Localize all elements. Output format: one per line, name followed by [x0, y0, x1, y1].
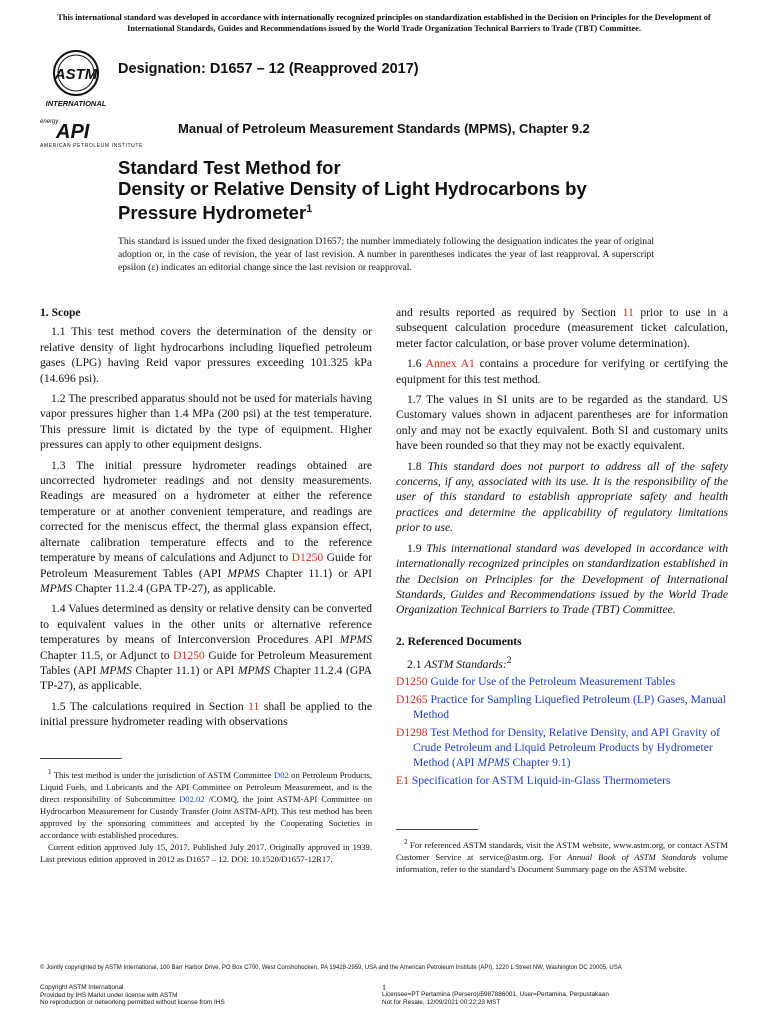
astm-standards-subheading [396, 653, 728, 672]
license-right [382, 991, 609, 1006]
footnote-2-italic: Annual Book of ASTM Standards [567, 851, 697, 862]
footnote-rule [396, 829, 478, 830]
para-1-7: 1.7 The values in SI units are to be regarded as the standard. US Customary values shown in adjacent parentheses are for information only and may not be exactly equivalent. Both SI and customary units have been rounded so that they may not be exactly equivalent. [396, 393, 728, 453]
reference-title[interactable] [413, 726, 720, 770]
para-1-8-number: 1.8 [407, 459, 428, 473]
para-1-4-text-d: Chapter 11.1) or API [131, 663, 238, 677]
reference-title[interactable]: Practice for Sampling Liquefied Petroleum (LP) Gases, Manual Method [413, 692, 727, 722]
para-1-5-text-a: 1.5 The calculations required in Section [51, 699, 249, 713]
para-1-3-text-d: Chapter 11.2.4 (GPA TP-27), as applicable. [72, 581, 276, 595]
mpms-italic: MPMS [237, 663, 271, 677]
astm-logo-text: ASTM [54, 66, 98, 83]
license-left-line: No reproduction or networking permitted without license from IHS [40, 999, 225, 1007]
copyright-notice: © Jointly copyrighted by ASTM International, 100 Barr Harbor Drive, PO Box C700, West Conshohocken, PA 19428-2959, USA and the American Petroleum Institute (API), 1220 L Street NW, Washington DC 20005, USA [40, 965, 622, 971]
reference-title-tail: Chapter 9.1) [509, 756, 571, 770]
mpms-italic: MPMS [227, 566, 260, 580]
mpms-chapter: Manual of Petroleum Measurement Standards (MPMS), Chapter 9.2 [178, 121, 590, 136]
para-1-3-text-c: Chapter 11.1) or API [259, 566, 372, 580]
scope-heading: 1. Scope [40, 306, 81, 319]
reference-item [396, 773, 728, 788]
footnote-2-mark-ref: 2 [506, 655, 512, 667]
link-d1250[interactable]: D1250 [396, 675, 428, 689]
mpms-italic: MPMS [40, 581, 73, 595]
issued-note: This standard is issued under the fixed designation D1657; the number immediately following the designation indicates the year of original adoption or, in the case of revision, the year of last revision. A number in parentheses indicates the year of last reapproval. A superscript epsilon (ε) indicates an editorial change since the last revision or reapproval. [118, 236, 654, 273]
subheading-label: ASTM Standards: [424, 657, 507, 671]
api-logo [40, 116, 148, 150]
para-1-4-text-c: Guide for Petroleum Measurement Tables (API [40, 648, 372, 677]
para-1-6-text-a: 1.6 [407, 357, 426, 371]
title-line-1: Standard Test Method for [118, 157, 341, 178]
footnote-1-text-b: on Petroleum Products, Liquid Fuels, and Lubricants and the API Committee on Petroleum Measurement, and is the direct responsibility of Subcommittee [40, 769, 372, 804]
footnote-2 [396, 836, 728, 875]
link-e1[interactable]: E1 [396, 773, 409, 787]
title-line-3 [118, 199, 678, 223]
footnote-1-text [40, 766, 372, 841]
astm-logo-intl: INTERNATIONAL [45, 99, 107, 108]
para-1-4 [40, 601, 372, 693]
para-1-8 [396, 459, 728, 536]
link-section-11[interactable]: 11 [622, 306, 634, 319]
document-title [118, 157, 678, 223]
link-annex-a1[interactable]: Annex A1 [425, 357, 475, 371]
license-left-line: Copyright ASTM International [40, 984, 124, 991]
link-d02[interactable]: D02 [273, 769, 289, 780]
reference-item [396, 674, 728, 689]
api-logo-text: API [56, 121, 90, 143]
mpms-italic: MPMS [99, 663, 132, 677]
para-1-9-number: 1.9 [407, 541, 427, 555]
mpms-italic: MPMS [477, 756, 510, 770]
mpms-italic: MPMS [339, 633, 372, 647]
title-footnote-mark: 1 [306, 203, 313, 215]
para-1-4-text-e: Chapter 11.2.4 (GPA TP-27), as applicable. [40, 663, 372, 693]
api-logo-subtitle: AMERICAN PETROLEUM INSTITUTE [40, 143, 143, 149]
footnote-1-mark: 1 [48, 768, 52, 776]
tbt-notice: This international standard was developed in accordance with internationally recognized principles on standardization established in the Decision on Principles for the Development of International Standards, Guides and Recommendations issued by the World Trade Organization Technical Barriers to Trade (TBT) Committee. [57, 13, 711, 33]
license-right-line: Licensee=PT Pertamina (Persero)/5987886001, User=Pertamina, Perpustakaan [382, 991, 609, 998]
license-left-line: Provided by IHS Markit under license with ASTM [40, 991, 178, 999]
designation: Designation: D1657 – 12 (Reapproved 2017) [118, 61, 419, 77]
para-1-2: 1.2 The prescribed apparatus should not be used for materials having vapor pressures higher than 1.4 MPa (200 psi) at the test temperature. This pressure limit is dictated by the type of equipment. Higher pressures can apply to other equipment designs. [40, 392, 372, 452]
license-right-line: Not for Resale, 12/09/2021 00:22:23 MST [382, 998, 501, 1006]
referenced-documents-heading: 2. Referenced Documents [396, 634, 522, 648]
footnote-1 [40, 766, 372, 865]
para-1-5-text-c: and results reported as required by Section [396, 306, 623, 319]
para-1-4-text-b: Chapter 11.5, or Adjunct to [40, 648, 174, 662]
footnote-2-text-a: For referenced ASTM standards, visit the ASTM website, www.astm.org, or contact ASTM Customer Service at service@astm.org. For [396, 839, 728, 862]
link-d1298[interactable]: D1298 [396, 725, 428, 739]
para-1-3 [40, 458, 372, 597]
left-column [40, 305, 372, 735]
para-1-6-text-b: contains a procedure for verifying or certifying the equipment for this test method. [396, 357, 728, 386]
para-1-9 [396, 541, 728, 618]
link-section-11[interactable]: 11 [248, 699, 260, 713]
subheading-number: 2.1 [407, 657, 425, 671]
para-1-4-text-a: 1.4 Values determined as density or relative density can be converted to equivalent values in the other units or alternative reference temperatures by means of Interconversion Procedures API [40, 602, 372, 647]
para-1-9-text: This international standard was developed in accordance with internationally recognized principles on standardization established in the Decision on Principles for the Development of International Standards, Guides and Recommendations issued by the World Trade Organization Technical Barriers to Trade (TBT) Committee. [396, 541, 728, 617]
para-1-5-text-d: prior to use in a subsequent calculation procedure (measurement ticket calculation, meter factor calculation, or base prover volume determination). [396, 306, 729, 350]
footnote-1-text-c: /COMQ, the joint ASTM-API Committee on Hydrocarbon Measurement for Custody Transfer (Joint ASTM-API). This test method has been approved by the sponsoring committees and accepted by the Cooperating Societies in accordance with established procedures. [40, 793, 372, 840]
api-logo-energy: energy [40, 119, 59, 125]
footnote-2-mark: 2 [404, 838, 408, 846]
footnote-2-text [396, 836, 728, 875]
para-1-5-continued [396, 305, 728, 351]
reference-title-text: Test Method for Density, Relative Density, and API Gravity of Crude Petroleum and Liquid Petroleum Products by Hydrometer Method (API [413, 725, 720, 770]
footnote-rule [40, 758, 122, 759]
para-1-5 [40, 699, 372, 730]
link-d1250[interactable]: D1250 [291, 551, 324, 565]
para-1-3-text-a: 1.3 The initial pressure hydrometer readings obtained are uncorrected hydrometer readings and not density measurements. Readings are measured on a hydrometer at either the reference temperature or at another convenient temperature, and readings are corrected for the meniscus effect, the thermal glass expansion effect, alternate calibration temperature effects and to the reference temperature by means of calculations and Adjunct to [40, 458, 372, 565]
right-column [396, 305, 728, 790]
footnote-1-text-a: This test method is under the jurisdiction of ASTM Committee [51, 769, 274, 780]
title-line-3-text: Pressure Hydrometer [118, 202, 307, 224]
title-line-2: Density or Relative Density of Light Hydrocarbons by [118, 178, 587, 199]
link-d02-02[interactable]: D02.02 [179, 793, 205, 804]
reference-item [396, 725, 728, 771]
para-1-3-text-b: Guide for Petroleum Measurement Tables (API [40, 551, 372, 580]
para-1-1: 1.1 This test method covers the determination of the density or relative density of light hydrocarbons including liquefied petroleum gases (LPG) having Reid vapor pressures exceeding 101.325 kPa (14.696 psi). [40, 325, 372, 385]
reference-title[interactable]: Specification for ASTM Liquid-in-Glass Thermometers [408, 773, 671, 787]
link-d1250[interactable]: D1250 [173, 648, 205, 662]
reference-title[interactable]: Guide for Use of the Petroleum Measurement Tables [427, 675, 676, 689]
para-1-5-text-b: shall be applied to the initial pressure hydrometer reading with observations [40, 699, 372, 729]
license-left [40, 984, 225, 1007]
para-1-6 [396, 356, 728, 387]
footnote-2-text-b: volume information, refer to the standard’s Document Summary page on the ASTM website. [396, 851, 728, 874]
page-number: 1 [382, 983, 386, 992]
astm-logo [40, 48, 112, 110]
para-1-8-text: This standard does not purport to address all of the safety concerns, if any, associated with its use. It is the responsibility of the user of this standard to establish appropriate safety and health practices and determine the applicability of regulatory limitations prior to use. [396, 459, 728, 535]
reference-item [396, 692, 728, 723]
footnote-1-current-edition: Current edition approved July 15, 2017. Published July 2017. Originally approved in 1939. Last previous edition approved in 2012 as D1657 – 12. DOI: 10.1520/D1657-12R17. [40, 841, 372, 864]
link-d1265[interactable]: D1265 [396, 692, 428, 706]
